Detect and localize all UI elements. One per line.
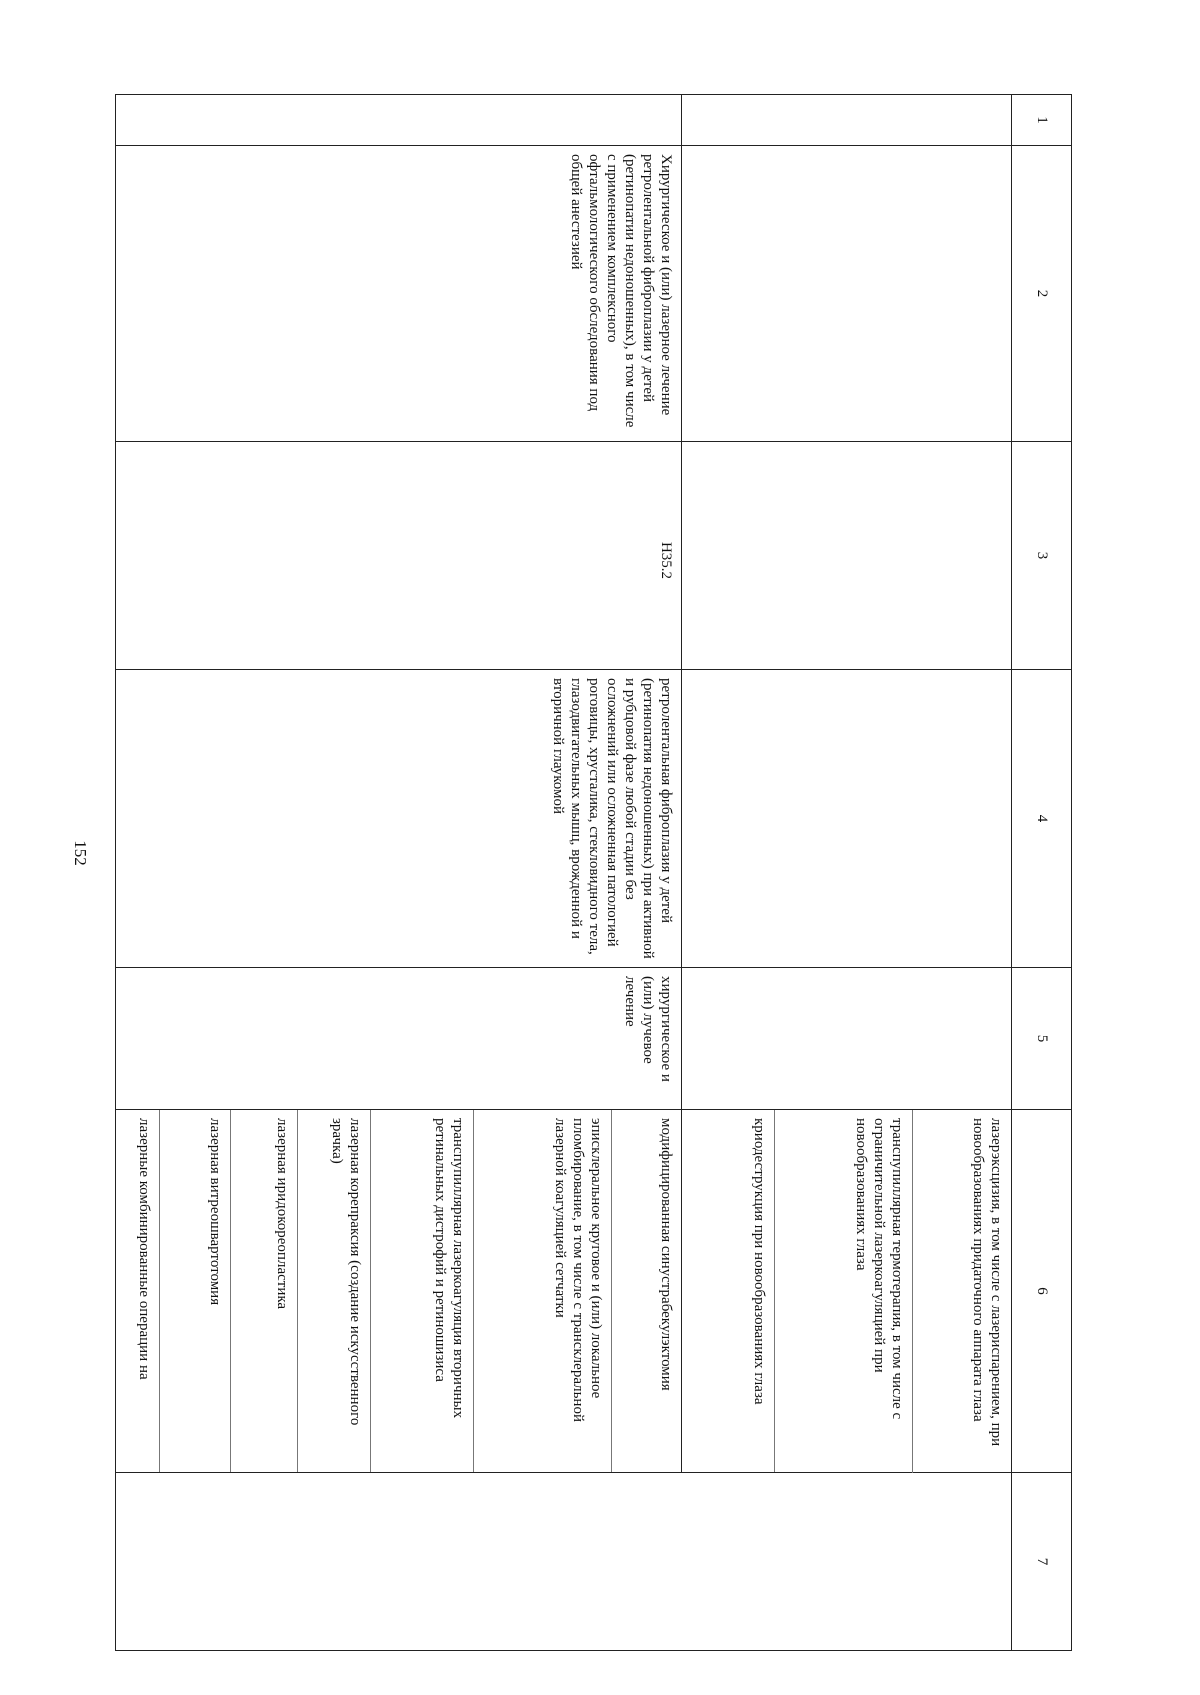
header-cell: 3 — [1012, 442, 1072, 670]
header-cell: 7 — [1012, 1473, 1072, 1651]
continuation-cell — [681, 146, 1012, 442]
treatment-type-cell: хирургическое и (или) лучевое лечение — [116, 968, 682, 1110]
table-row — [611, 95, 681, 1651]
procedure-name-cell: Хирургическое и (или) лазерное лечение ретролентальной фиброплазии у детей (ретинопатии недоношенных), в том числе с применением комплексного офтальмологического обследования под общей анестезией — [116, 146, 682, 442]
header-cell: 5 — [1012, 968, 1072, 1110]
condition-cell: ретролентальная фиброплазия у детей (ретинопатия недоношенных) при активной и рубцовой фазе любой стадии без осложнений или осложненная патологией роговицы, хрусталика, стекловидного тела, глазодвигательных мышц, врожденной и вторичной глаукомой — [116, 670, 682, 968]
header-cell: 2 — [1012, 146, 1072, 442]
icd-code-cell: H35.2 — [116, 442, 682, 670]
continuation-cell — [681, 442, 1012, 670]
method-cell: криодеструкция при новообразованиях глаза — [681, 1110, 774, 1473]
continuation-cell — [681, 968, 1012, 1110]
method-cell: транспупиллярная термотерапия, в том числе с ограничительной лазеркоагуляцией при новообразованиях глаза — [775, 1110, 913, 1473]
header-cell: 1 — [1012, 95, 1072, 146]
continuation-cell — [681, 670, 1012, 968]
method-cell: модифицированная синустрабекулэктомия — [611, 1110, 681, 1473]
table-header-row — [1012, 95, 1072, 1651]
row-number-cell — [116, 95, 682, 146]
method-cell: лазерэксцизия, в том числе с лазериспарением, при новообразованиях придаточного аппарата глаза — [913, 1110, 1012, 1473]
method-cell: лазерная корепраксия (создание искусственного зрачка) — [298, 1110, 370, 1473]
procedures-table — [115, 94, 1072, 1651]
method-cell: транспупиллярная лазеркоагуляция вторичных ретинальных дистрофий и ретиношизиса — [370, 1110, 473, 1473]
method-cell: эписклеральное круговое и (или) локальное пломбирование, в том числе с трансклеральной лазерной коагуляцией сетчатки — [473, 1110, 611, 1473]
header-cell: 6 — [1012, 1110, 1072, 1473]
method-cell: лазерные комбинированные операции на — [116, 1110, 160, 1473]
continuation-cell — [681, 95, 1012, 146]
rotated-table-wrapper — [115, 94, 1072, 1650]
column-7-cell — [116, 1473, 1012, 1651]
method-cell: лазерная витреошвартотомия — [160, 1110, 230, 1473]
table-row — [913, 95, 1012, 1651]
header-cell: 4 — [1012, 670, 1072, 968]
method-cell: лазерная иридокореопластика — [230, 1110, 298, 1473]
page-number: 152 — [71, 840, 90, 866]
